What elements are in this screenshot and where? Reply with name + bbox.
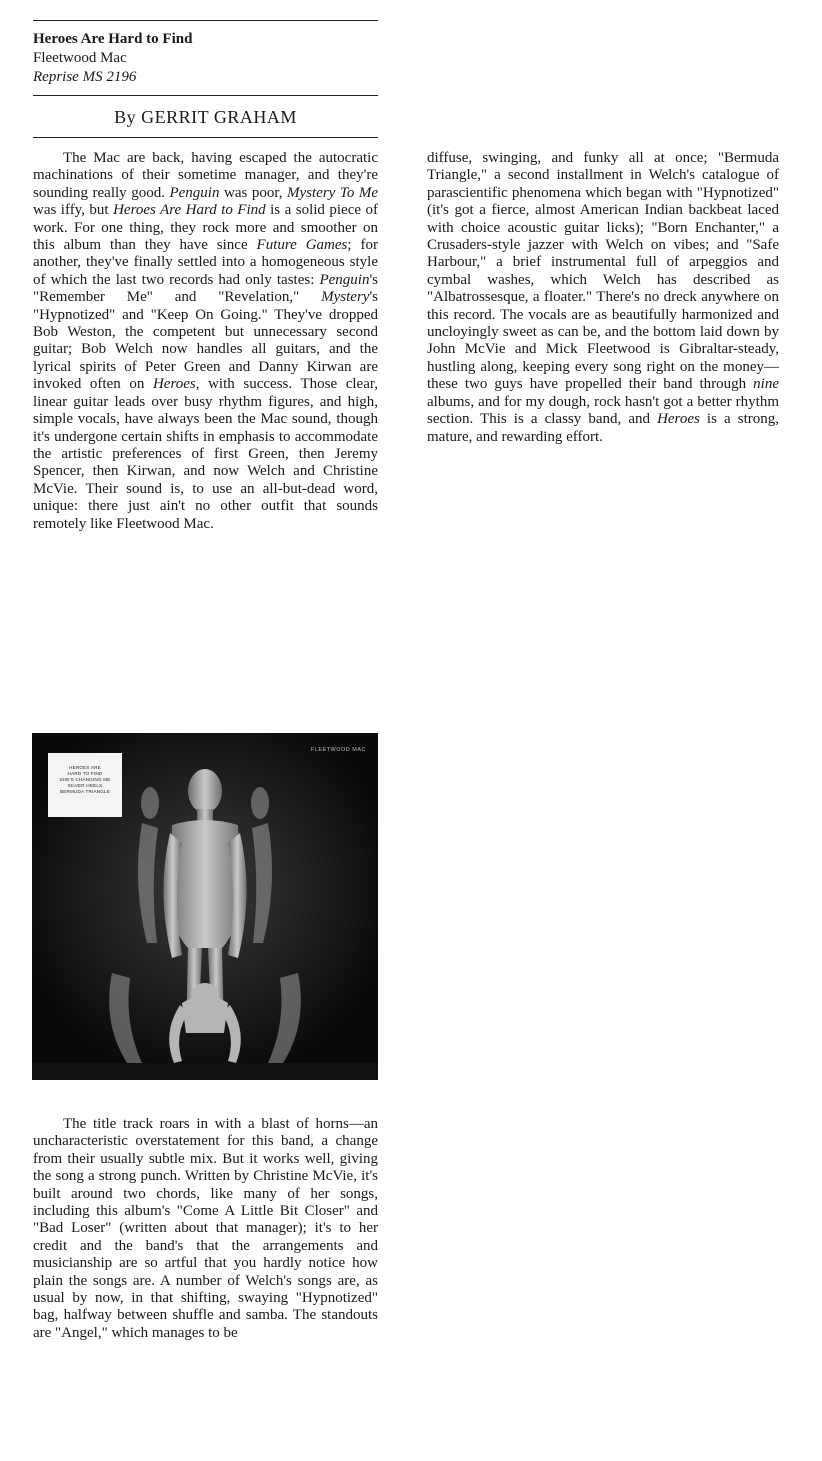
column-left-bottom: [33, 1116, 378, 1342]
paragraph-intro: The Mac are back, having escaped the autocratic machinations of their sometime manager, and they're sounding really good. Penguin was poor, Mystery To Me was iffy, but Heroes Are Hard to Find is a solid piece of work. For one thing, they rock more and smoother on this album than they have since Future Games; for another, they've finally settled into a homogeneous style of which the last two records had only tastes: Penguin's "Remember Me" and "Revelation," Mystery's "Hypnotized" and "Keep On Going." They've dropped Bob Weston, the competent but unnecessary second guitar; Bob Welch now handles all guitars, and the lyrical spirits of Peter Green and Danny Kirwan are invoked often on Heroes, with success. Those clear, linear guitar leads over busy rhythm figures, and high, simple vocals, have always been the Mac sound, though it's undergone certain shifts in emphasis to accommodate the artistic preferences of first Green, then Jeremy Spencer, then Kirwan, and now Welch and Christine McVie. Their sound is, to use an all-but-dead word, unique: there just ain't no other outfit that sounds remotely like Fleetwood Mac.: [33, 150, 378, 532]
top-rule: [33, 20, 378, 21]
catalog-number: Reprise MS 2196: [33, 69, 137, 85]
review-header: [33, 30, 378, 87]
column-right: [427, 150, 779, 446]
byline-rule: [33, 137, 378, 138]
sticker-line: BERMUDA TRIANGLE: [59, 789, 111, 794]
album-cover-image: [32, 733, 378, 1080]
header-rule: [33, 95, 378, 96]
paragraph-standouts: diffuse, swinging, and funky all at once; "Bermuda Triangle," a second installment in Welch's catalogue of parascientific phenomena which began with "Hypnotized" (it's got a fierce, almost American Indian backbeat laced with choice acoustic guitar licks); "Born Enchanter," a Crusaders-style jazzer with Welch on vibes; and "Safe Harbour," a brief instrumental full of arpeggios and cymbal washes, which Welch has described as "Albatrossesque, a floater." There's no dreck anywhere on this record. The vocals are as beautifully harmonized and uncloyingly sweet as can be, and the bottom laid down by John McVie and Mick Fleetwood is Gibraltar-steady, hustling along, keeping every song right on the money—these two guys have propelled their band through nine albums, and for my dough, rock hasn't got a better rhythm section. This is a classy band, and Heroes is a strong, mature, and rewarding effort.: [427, 150, 779, 445]
sticker-line: HARD TO FIND: [67, 771, 103, 776]
byline: By GERRIT GRAHAM: [114, 107, 297, 127]
paragraph-title-track: The title track roars in with a blast of horns—an uncharacteristic overstatement for this band, a change from their usually subtle mix. But it works well, giving the song a strong punch. Written by Christine McVie, it's built around two chords, like many of her songs, including this album's "Come A Little Bit Closer" and "Bad Loser" (written about that manager); it's to her credit and the band's that the arrangements and musicianship are so artful that you hardly notice how plain the songs are. A number of Welch's songs are, as usual by now, in that shifting, swaying "Hypnotized" bag, halfway between shuffle and samba. The standouts are "Angel," which manages to be: [33, 1116, 378, 1341]
column-left-top: [33, 150, 378, 533]
cover-track-sticker: [48, 753, 122, 817]
cover-brand-text: FLEETWOOD MAC: [310, 747, 366, 753]
sticker-line: SHE'S CHANGING ME: [59, 777, 111, 782]
sticker-line: SILVER HEELS: [67, 783, 103, 788]
artist-name: Fleetwood Mac: [33, 50, 127, 66]
sticker-line: HEROES ARE: [69, 765, 101, 770]
album-title: Heroes Are Hard to Find: [33, 31, 193, 47]
